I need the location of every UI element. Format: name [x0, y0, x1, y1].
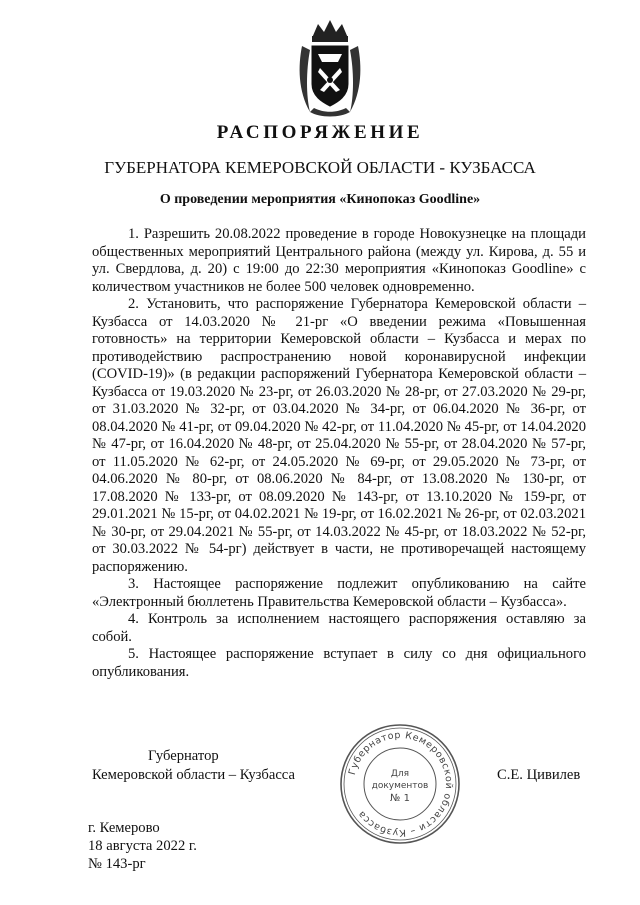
- document-body: [92, 226, 586, 681]
- paragraph-2: 2. Установить, что распоряжение Губернатора Кемеровской области – Кузбасса от 14.03.2020 № 21-рг «О введении режима «Повышенная готовность» на территории Кемеровской области – Кузбасса и мерах по противодействию распространению новой коронавирусной инфекции (COVID-19)» (в редакции распоряжений Губернатора Кемеровской области – Кузбасса от 19.03.2020 № 23-рг, от 26.03.2020 № 28-рг, от 27.03.2020 № 29-рг, от 31.03.2020 № 32-рг, от 03.04.2020 № 34-рг, от 06.04.2020 № 36-рг, от 08.04.2020 № 41-рг, от 09.04.2020 № 42-рг, от 11.04.2020 № 45-рг, от 14.04.2020 № 47-рг, от 16.04.2020 № 48-рг, от 25.04.2020 № 55-рг, от 28.04.2020 № 57-рг, от 11.05.2020 № 62-рг, от 24.05.2020 № 69-рг, от 29.05.2020 № 73-рг, от 04.06.2020 № 80-рг, от 08.06.2020 № 84-рг, от 13.08.2020 № 130-рг, от 17.08.2020 № 133-рг, от 08.09.2020 № 143-рг, от 13.10.2020 № 159-рг, от 29.01.2021 № 15-рг, от 04.02.2021 № 19-рг, от 16.02.2021 № 26-рг, от 02.03.2021 № 30-рг, от 29.04.2021 № 55-рг, от 14.03.2022 № 45-рг, от 18.03.2022 № 52-рг, от 30.03.2022 № 54-рг) действует в части, не противоречащей настоящему распоряжению.: [92, 296, 586, 575]
- paragraph-5: 5. Настоящее распоряжение вступает в силу со дня официального опубликования.: [92, 646, 586, 680]
- stamp-center-line-1: Для: [390, 769, 410, 779]
- issue-date: 18 августа 2022 г.: [88, 838, 197, 854]
- document-type-title: РАСПОРЯЖЕНИЕ: [216, 122, 424, 143]
- document-subject: О проведении мероприятия «Кинопоказ Goodline»: [159, 192, 481, 207]
- official-stamp: [338, 722, 462, 846]
- signatory-region: Кемеровской области – Кузбасса: [92, 767, 295, 783]
- stamp-center-line-2: документов: [371, 781, 429, 791]
- stamp-ring-text: Губернатор Кемеровской области – Кузбасса: [346, 729, 455, 839]
- document-number: № 143-рг: [88, 856, 146, 872]
- issuing-authority: ГУБЕРНАТОРА КЕМЕРОВСКОЙ ОБЛАСТИ - КУЗБАССА: [104, 158, 536, 177]
- stamp-center-line-3: № 1: [390, 793, 410, 804]
- paragraph-3: 3. Настоящее распоряжение подлежит опубликованию на сайте «Электронный бюллетень Правительства Кемеровской области – Кузбасса».: [92, 576, 586, 610]
- issue-city: г. Кемерово: [88, 820, 160, 836]
- signatory-name: С.Е. Цивилев: [497, 767, 581, 783]
- coat-of-arms-icon: [296, 16, 364, 120]
- paragraph-1: 1. Разрешить 20.08.2022 проведение в городе Новокузнецке на площади общественных мероприятий Центрального района (между ул. Кирова, д. 55 и ул. Свердлова, д. 20) с 19:00 до 22:30 мероприятия «Кинопоказ Goodline» с количеством участников не более 500 человек одновременно.: [92, 226, 586, 295]
- signatory-title: Губернатор: [148, 748, 219, 764]
- paragraph-4: 4. Контроль за исполнением настоящего распоряжения оставляю за собой.: [92, 611, 586, 645]
